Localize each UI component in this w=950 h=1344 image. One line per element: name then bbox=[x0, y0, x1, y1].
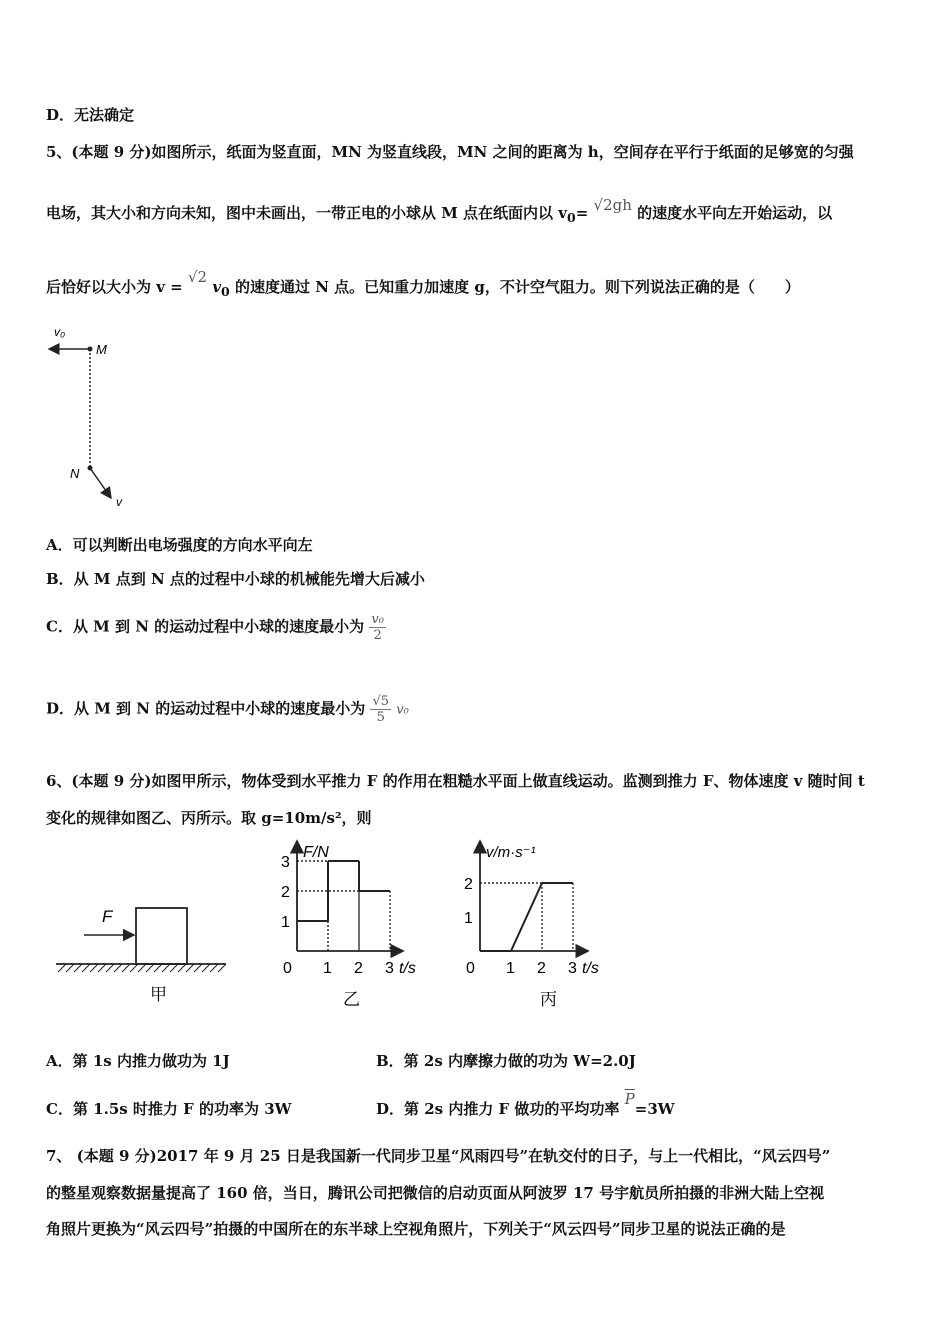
q6-stem-line2: 变化的规律如图乙、丙所示。取 g=10m/s²，则 bbox=[46, 809, 372, 827]
q4-option-d: D．无法确定 bbox=[46, 106, 135, 124]
v-label: v bbox=[116, 495, 122, 509]
frac-d-tail: v₀ bbox=[396, 702, 409, 718]
q5-option-d-fraction bbox=[370, 694, 391, 725]
fig-bing-chart bbox=[460, 835, 620, 1015]
q5-stem-line3 bbox=[46, 268, 800, 299]
bing-ytick-2: 2 bbox=[464, 876, 473, 893]
caption-jia: 甲 bbox=[150, 985, 167, 1004]
yi-xtick-1: 1 bbox=[323, 960, 332, 977]
v-arrow bbox=[90, 468, 111, 498]
yi-origin: 0 bbox=[283, 960, 292, 977]
frac-c-num: v₀ bbox=[371, 612, 384, 627]
force-label: F bbox=[102, 907, 113, 926]
ground-hatch bbox=[58, 964, 226, 972]
yi-ytick-2: 2 bbox=[281, 884, 290, 901]
q5-line2-sub: 0 bbox=[567, 210, 576, 225]
q7-stem-line2: 的整星观察数据量提高了 160 倍，当日，腾讯公司把微信的启动页面从阿波罗 17 号宇航员所拍摄的非洲大陆上空视 bbox=[46, 1184, 825, 1202]
bing-ylabel: v/m·s⁻¹ bbox=[486, 844, 536, 861]
yi-xtick-3: 3 bbox=[385, 960, 394, 977]
q5-option-c-text: C．从 M 到 N 的运动过程中小球的速度最小为 bbox=[46, 617, 365, 636]
q5-option-b: B．从 M 点到 N 点的过程中小球的机械能先增大后减小 bbox=[46, 570, 425, 588]
bing-xtick-2: 2 bbox=[537, 960, 546, 977]
q6-option-d-pbar: $\overline{P}$ bbox=[624, 1090, 635, 1108]
frac-c-den: 2 bbox=[373, 628, 382, 643]
q5-line2-text-a: 电场，其大小和方向未知，图中未画出，一带正电的小球从 M 点在纸面内以 v bbox=[46, 204, 567, 222]
q5-line3-text-b: 的速度通过 N 点。已知重力加速度 g，不计空气阻力。则下列说法正确的是（ ） bbox=[234, 278, 800, 296]
q5-option-d bbox=[46, 694, 409, 725]
q5-option-d-text: D．从 M 到 N 的运动过程中小球的速度最小为 bbox=[46, 699, 366, 718]
bing-ytick-1: 1 bbox=[464, 910, 473, 927]
block bbox=[136, 908, 187, 964]
bing-xtick-1: 1 bbox=[506, 960, 515, 977]
q5-option-a: A．可以判断出电场强度的方向水平向左 bbox=[46, 536, 313, 554]
q5-sqrt-2: √2 bbox=[187, 268, 208, 286]
q5-line2-eq: = bbox=[575, 204, 589, 222]
n-label: N bbox=[70, 466, 80, 481]
q7-stem-line1: 7、 (本题 9 分)2017 年 9 月 25 日是我国新一代同步卫星“风雨四号”在轨交付的日子，与上一代相比，“风云四号” bbox=[46, 1147, 831, 1165]
bing-segment-1 bbox=[511, 883, 542, 951]
caption-yi: 乙 bbox=[343, 990, 360, 1009]
frac-d-num: √5 bbox=[372, 694, 390, 709]
q6-option-d-text: D．第 2s 内推力 F 做功的平均功率 bbox=[376, 1100, 620, 1118]
frac-d-den: 5 bbox=[376, 710, 385, 725]
fig-jia bbox=[50, 890, 240, 1015]
m-label: M bbox=[96, 342, 107, 357]
q6-option-b: B．第 2s 内摩擦力做的功为 W=2.0J bbox=[376, 1052, 636, 1070]
bing-xlabel: t/s bbox=[582, 960, 599, 977]
caption-bing: 丙 bbox=[540, 990, 557, 1009]
q5-sqrt-2gh: √2gh bbox=[593, 196, 632, 214]
yi-ylabel: F/N bbox=[303, 844, 329, 861]
q5-line3-text-a: 后恰好以大小为 v = bbox=[46, 278, 183, 296]
bing-xtick-3: 3 bbox=[568, 960, 577, 977]
q6-option-d bbox=[376, 1090, 675, 1119]
q5-v0-sub: 0 bbox=[221, 284, 230, 299]
q5-option-c-fraction bbox=[369, 612, 386, 643]
q5-figure bbox=[40, 320, 150, 520]
q5-stem-line2 bbox=[46, 196, 833, 225]
q6-stem-line1: 6、(本题 9 分)如图甲所示，物体受到水平推力 F 的作用在粗糙水平面上做直线运动。监测到推力 F、物体速度 v 随时间 t bbox=[46, 772, 865, 790]
fig-yi-chart bbox=[275, 835, 435, 1015]
q5-line2-text-b: 的速度水平向左开始运动，以 bbox=[637, 204, 833, 222]
yi-xtick-2: 2 bbox=[354, 960, 363, 977]
q6-option-c: C．第 1.5s 时推力 F 的功率为 3W bbox=[46, 1100, 292, 1118]
q5-option-c bbox=[46, 612, 386, 643]
v0-label: v₀ bbox=[54, 325, 66, 339]
bing-origin: 0 bbox=[466, 960, 475, 977]
yi-xlabel: t/s bbox=[399, 960, 416, 977]
yi-ytick-3: 3 bbox=[281, 854, 290, 871]
q6-option-a: A．第 1s 内推力做功为 1J bbox=[46, 1052, 230, 1070]
yi-ytick-1: 1 bbox=[281, 914, 290, 931]
q5-v0: v bbox=[212, 278, 222, 296]
q6-option-d-tail: =3W bbox=[634, 1100, 675, 1118]
q5-stem-line1: 5、(本题 9 分)如图所示，纸面为竖直面，MN 为竖直线段，MN 之间的距离为 h，空间存在平行于纸面的足够宽的匀强 bbox=[46, 143, 854, 161]
q7-stem-line3: 角照片更换为“风云四号”拍摄的中国所在的东半球上空视角照片，下列关于“风云四号”同步卫星的说法正确的是 bbox=[46, 1220, 786, 1238]
